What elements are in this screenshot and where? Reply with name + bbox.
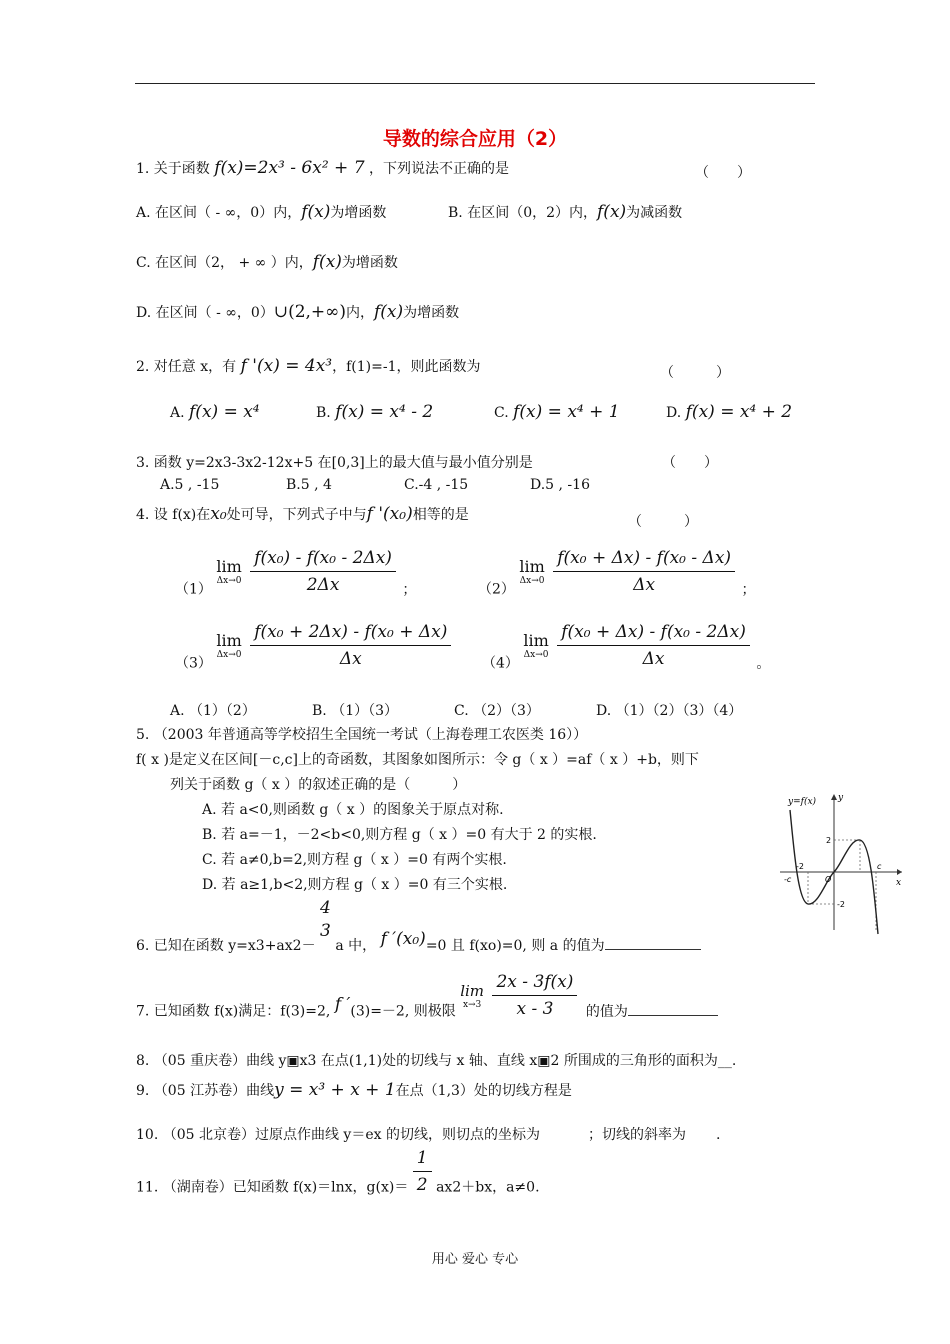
q4-expression-3 [175,622,451,673]
fraction-denominator: Δx [633,575,656,595]
q9-pre: 9. （05 江苏卷）曲线 [136,1083,275,1099]
fraction-denominator: x - 3 [516,999,554,1019]
tick-label-xmc: -c [784,875,792,884]
q1-d-post: 为增函数 [403,305,460,321]
q5-option-d: D. 若 a≥1,b<2,则方程 g（ x ）=0 有三个实根. [202,877,508,893]
axis-x-label: x [896,878,902,888]
x-axis-arrow [897,869,902,875]
q4-expression-4 [482,622,770,673]
q1-d-mid: 内， [345,305,374,321]
q3-option-b: B.5 , 4 [286,477,332,493]
q1-option-b [448,202,682,222]
q6-pre: 6. 已知在函数 y=x3+ax2－ [136,938,316,954]
limit-1 [216,557,241,586]
q4-option-c: C. （2）（3） [454,703,540,719]
fraction-4 [557,622,750,669]
q11-fraction [413,1148,432,1195]
q5-head: 5. （2003 年普通高等学校招生全国统一考试（上海卷理工农医类 16）） [136,727,588,743]
q6-fraction [320,898,331,941]
q4-e1-label: （1） [175,581,212,598]
q2-option-d [666,402,792,422]
limit-2 [519,557,544,586]
q4-derivative: f '(x₀) [366,504,413,524]
q6-answer-blank[interactable] [605,949,701,950]
q2-derivative: f '(x) = 4x³ [240,356,333,376]
q2-answer-bracket: （ ） [660,365,730,381]
q7-mid: (3)=－2, 则极限 [350,1003,456,1020]
q11-stem [136,1148,540,1197]
q4-answer-bracket: （ ） [628,514,698,530]
origin-label: O [825,875,832,884]
lim-sub: x→3 [462,999,482,1010]
q1-option-d [136,302,459,322]
q4-e2-label: （2） [478,581,515,598]
q10-stem [136,1124,720,1144]
q9-stem [136,1080,572,1100]
q7-fraction [492,972,577,1019]
lim-sub: Δx→0 [523,650,549,660]
q5-option-a: A. 若 a<0,则函数 g（ x ）的图象关于原点对称. [202,802,504,818]
tick-label-xm2: -2 [796,862,804,871]
q4-e4-label: （4） [482,655,519,672]
q2-b-label: B. [316,405,331,421]
q1-d-text: D. 在区间（ - ∞，0） [136,305,274,321]
fraction-3 [250,622,451,669]
q6-mid: a 中， [335,938,377,954]
q2-option-a [170,402,260,422]
q1-a-post: 为增函数 [330,205,387,221]
q7-fprime: f ′ [334,994,351,1015]
q7-pre: 7. 已知函数 f(x)满足：f(3)=2, [136,1003,331,1020]
q5-line-2: 列关于函数 g（ x ）的叙述正确的是（ ） [170,777,467,793]
q4-e3-label: （3） [175,655,212,672]
q11-pre: 11. （湖南卷）已知函数 f(x)＝lnx，g(x)＝ [136,1179,409,1196]
fraction-denominator: 3 [320,921,331,941]
q2-option-c [494,402,620,422]
lim-word: lim [519,557,545,576]
q4-x0: x₀ [210,504,227,524]
q1-b-text: B. 在区间（0，2）内， [448,205,598,221]
q2-pre: 2. 对任意 x，有 [136,359,237,375]
q10-mid: ；切线的斜率为 [587,1127,686,1143]
fraction-numerator: f(x₀) - f(x₀ - 2Δx) [250,548,396,572]
lim-word: lim [216,557,242,576]
q1-stem [136,158,509,178]
fraction-denominator: 2Δx [306,575,340,595]
q10-end: . [715,1127,721,1143]
fraction-numerator: f(x₀ + Δx) - f(x₀ - Δx) [553,548,735,572]
q7-stem [136,972,718,1021]
q5-option-b: B. 若 a=－1，－2<b<0,则方程 g（ x ）=0 有大于 2 的实根. [202,827,597,843]
lim-sub: Δx→0 [216,650,242,660]
fraction-numerator: f(x₀ + Δx) - f(x₀ - 2Δx) [557,622,750,646]
q4-option-a: A. （1）（2） [170,703,256,719]
q1-d-func: f(x) [373,302,404,322]
q4-e2-end: ； [741,581,756,598]
q4-option-d: D. （1）（2）（3）（4） [596,703,743,719]
q4-option-b: B. （1）（3） [312,703,399,719]
fraction-denominator: 2 [416,1175,428,1195]
page-footer: 用心 爱心 专心 [431,1252,519,1267]
axis-y-label: y [838,793,844,803]
q6-stem [136,898,701,955]
lim-word: lim [216,631,242,650]
q1-d-union: ∪(2,+∞) [273,302,346,322]
tick-label-xc: c [877,862,882,871]
q2-c-label: C. [494,405,509,421]
q5-line-1: f( x )是定义在区间[－c,c]上的奇函数，其图象如图所示：令 g（ x ）=af（ x ）+b，则下 [136,752,699,768]
fraction-numerator: 2x - 3f(x) [492,972,577,996]
q1-answer-bracket: （ ） [695,165,751,181]
q3-option-c: C.-4 , -15 [404,477,469,493]
tick-label-ym2: -2 [837,900,845,909]
q9-post: 在点（1,3）处的切线方程是 [395,1083,572,1099]
q2-b-func: f(x) = x⁴ - 2 [335,402,434,422]
q8-stem: 8. （05 重庆卷）曲线 y▣x3 在点(1,1)处的切线与 x 轴、直线 x▣2 所围成的三角形的面积为__. [136,1053,737,1069]
fraction-denominator: Δx [339,649,362,669]
tick-label-y2: 2 [826,836,832,845]
q2-d-func: f(x) = x⁴ + 2 [685,402,793,422]
q1-post: ，下列说法不正确的是 [368,161,509,177]
q1-a-func: f(x) [301,202,331,222]
q7-post: 的值为 [585,1003,628,1020]
q1-function: f(x)=2x³ - 6x² + 7 [214,158,365,178]
q4-expression-1 [175,548,416,599]
q3-stem: 3. 函数 y=2x3-3x2-12x+5 在[0,3]上的最大值与最小值分别是 [136,455,533,471]
q3-option-a: A.5 , -15 [160,477,220,493]
q1-option-a [136,202,386,222]
q2-a-label: A. [170,405,185,421]
q4-mid: 处可导，下列式子中与 [226,507,367,523]
q4-e4-end: 。 [756,655,771,672]
q6-derivative: f ′(x₀) [380,929,426,949]
q6-post: =0 且 f(xo)=0, 则 a 的值为 [425,938,605,954]
q3-option-d: D.5 , -16 [530,477,590,493]
q1-pre: 1. 关于函数 [136,161,210,177]
fraction-2 [553,548,735,595]
q4-pre: 4. 设 f(x)在 [136,507,211,523]
lim-sub: Δx→0 [519,576,545,586]
q11-post: ax2＋bx，a≠0. [436,1179,540,1196]
y-axis-arrow [831,794,837,800]
q7-limit [460,982,484,1010]
q2-post: ，f(1)=-1，则此函数为 [332,359,481,375]
q3-answer-bracket: （ ） [662,455,718,471]
odd-function-graph [776,790,906,936]
fraction-numerator: 1 [413,1148,432,1172]
page-title: 导数的综合应用（2） [382,128,568,150]
q10-pre: 10. （05 北京卷）过原点作曲线 y＝ex 的切线，则切点的坐标为 [136,1127,540,1143]
q7-answer-blank[interactable] [628,1015,718,1016]
lim-word: lim [523,631,549,650]
q2-stem [136,356,481,376]
q4-expression-2 [478,548,756,599]
q5-option-c: C. 若 a≠0,b=2,则方程 g（ x ）=0 有两个实根. [202,852,507,868]
q1-b-post: 为减函数 [626,205,683,221]
limit-4 [523,631,548,660]
q1-c-post: 为增函数 [341,255,398,271]
q4-e1-end: ； [402,581,417,598]
q9-function: y = x³ + x + 1 [274,1080,396,1100]
header-rule [135,83,815,84]
fraction-numerator: f(x₀ + 2Δx) - f(x₀ + Δx) [250,622,451,646]
q1-c-text: C. 在区间（2， + ∞ ）内， [136,255,313,271]
q2-d-label: D. [666,405,682,421]
lim-word: lim [460,981,485,1000]
fraction-denominator: Δx [642,649,665,669]
q4-post: 相等的是 [412,507,469,523]
q4-stem [136,504,469,524]
q1-b-func: f(x) [597,202,627,222]
limit-3 [216,631,241,660]
q2-c-func: f(x) = x⁴ + 1 [513,402,620,422]
lim-sub: Δx→0 [216,576,242,586]
q2-a-func: f(x) = x⁴ [189,402,260,422]
graph-label: y=f(x) [788,797,817,807]
fraction-1 [250,548,396,595]
q2-option-b [316,402,433,422]
fraction-numerator: 4 [320,898,331,918]
q1-option-c [136,252,398,272]
q1-c-func: f(x) [312,252,342,272]
q1-a-text: A. 在区间（ - ∞，0）内， [136,205,302,221]
